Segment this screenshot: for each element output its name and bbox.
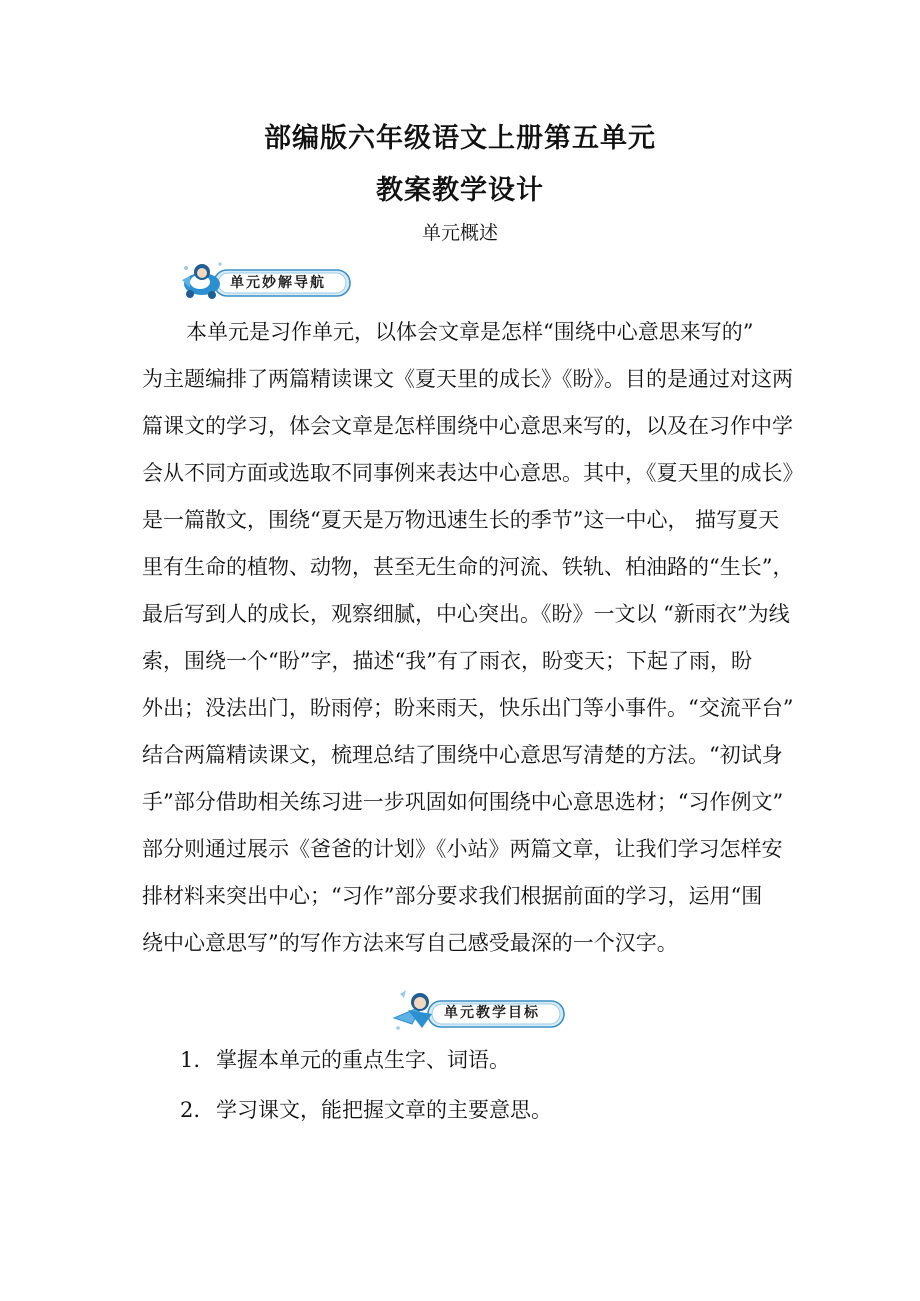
overview-line: 绕中心意思写”的写作方法来写自己感受最深的一个汉字。 — [142, 931, 678, 955]
goal-text: 掌握本单元的重点生字、词语。 — [216, 1048, 510, 1072]
teaching-goals-list — [180, 1040, 552, 1140]
overview-line: 是一篇散文，围绕“夏天是万物迅速生长的季节”这一中心， 描写夏天 — [142, 508, 780, 532]
goals-banner — [392, 988, 566, 1032]
overview-line: 里有生命的植物、动物，甚至无生命的河流、铁轨、柏油路的“生长”， — [142, 555, 794, 579]
goal-item — [180, 1090, 552, 1140]
overview-line: 排材料来突出中心；“习作”部分要求我们根据前面的学习，运用“围 — [142, 884, 763, 908]
goal-item — [180, 1040, 552, 1090]
overview-line: 本单元是习作单元，以体会文章是怎样“围绕中心意思来写的” — [186, 320, 754, 344]
goal-number: 2. — [180, 1098, 201, 1122]
overview-line: 篇课文的学习，体会文章是怎样围绕中心意思来写的，以及在习作中学 — [142, 414, 793, 438]
overview-line: 手”部分借助相关练习进一步巩固如何围绕中心意思选材；“习作例文” — [142, 790, 784, 814]
overview-line: 最后写到人的成长，观察细腻，中心突出。《盼》一文以 “新雨衣”为线 — [142, 602, 790, 626]
overview-line: 部分则通过展示《爸爸的计划》《小站》两篇文章，让我们学习怎样安 — [142, 837, 783, 861]
section-subtitle: 单元概述 — [421, 222, 498, 244]
goal-text: 学习课文，能把握文章的主要意思。 — [216, 1098, 552, 1122]
goals-banner-label: 单元教学目标 — [444, 1005, 540, 1021]
document-title-line2: 教案教学设计 — [376, 175, 544, 206]
navigation-banner-label: 单元妙解导航 — [230, 275, 326, 291]
overview-line: 外出；没法出门，盼雨停；盼来雨天，快乐出门等小事件。“交流平台” — [142, 696, 794, 720]
overview-line: 会从不同方面或选取不同事例来表达中心意思。其中，《夏天里的成长》 — [142, 461, 804, 485]
unit-overview-paragraph — [142, 313, 802, 971]
overview-line: 索，围绕一个“盼”字，描述“我”有了雨衣，盼变天；下起了雨，盼 — [142, 649, 752, 673]
overview-line: 结合两篇精读课文，梳理总结了围绕中心意思写清楚的方法。“初试身 — [142, 743, 783, 767]
document-title-line1: 部编版六年级语文上册第五单元 — [264, 123, 656, 154]
overview-line: 为主题编排了两篇精读课文《夏天里的成长》《盼》。目的是通过对这两 — [142, 367, 793, 391]
navigation-banner — [180, 258, 352, 302]
goal-number: 1. — [180, 1048, 201, 1072]
